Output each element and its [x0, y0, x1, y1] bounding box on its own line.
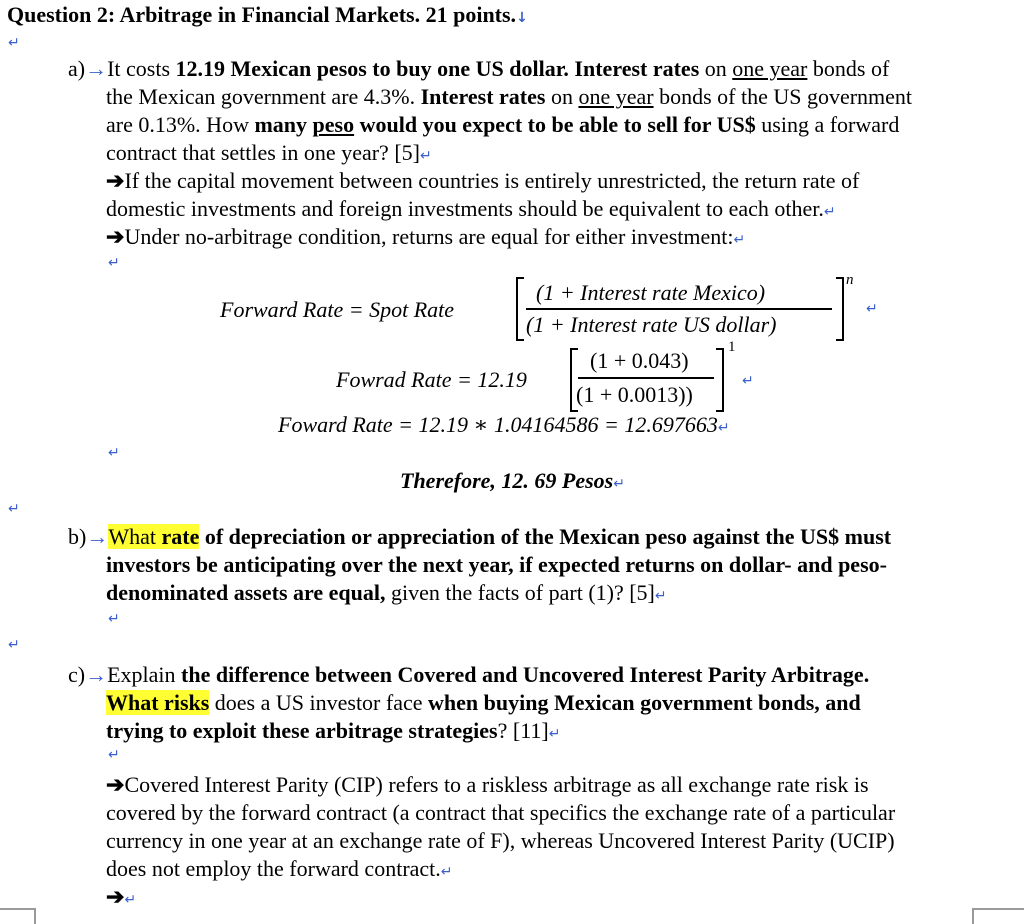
part-a-line-4: contract that settles in one year? [5]↵: [106, 140, 432, 165]
paragraph-mark: ↵: [8, 35, 20, 51]
part-c-answer-4: does not employ the forward contract.↵: [106, 856, 453, 881]
cursor-line: ➔↵: [106, 884, 137, 909]
paragraph-mark: ↵: [108, 747, 120, 763]
equation-1-left-bracket: [516, 277, 524, 341]
equation-2-exponent: 1: [728, 339, 736, 355]
paragraph-mark: ↵: [108, 255, 120, 271]
part-a-conclusion: Therefore, 12. 69 Pesos↵: [400, 468, 625, 493]
part-a-answer-2: ➔Under no-arbitrage condition, returns are equal for either investment:↵: [106, 224, 746, 249]
equation-1-numerator: (1 + Interest rate Mexico): [536, 280, 766, 305]
part-c-line-2: What risks does a US investor face when buying Mexican government bonds, and: [106, 690, 861, 715]
equation-1-right-bracket: [836, 277, 844, 341]
equation-2-fraction-bar: [578, 377, 714, 379]
question-title: Question 2: Arbitrage in Financial Markets. 21 points.↓: [7, 2, 528, 27]
equation-2-lhs: Fowrad Rate = 12.19: [336, 367, 527, 392]
answer-arrow-icon: ➔: [106, 772, 125, 797]
equation-1-exponent: n: [846, 272, 854, 288]
part-a-answer-1: ➔If the capital movement between countries is entirely unrestricted, the return rate of: [106, 168, 860, 193]
answer-arrow-icon: ➔: [106, 224, 125, 249]
paragraph-mark: ↵: [108, 611, 120, 627]
equation-2-denominator: (1 + 0.0013)): [576, 382, 693, 407]
part-c-answer-3: currency in one year at an exchange rate of F), whereas Uncovered Interest Parity (UCIP): [106, 828, 895, 853]
part-c-line-3: trying to exploit these arbitrage strategies? [11]↵: [106, 718, 561, 743]
part-c-answer-2: covered by the forward contract (a contract that specifics the exchange rate of a particular: [106, 800, 896, 825]
part-a-answer-1b: domestic investments and foreign investments should be equivalent to each other.↵: [106, 196, 836, 221]
part-c-answer-1: ➔Covered Interest Parity (CIP) refers to a riskless arbitrage as all exchange rate risk is: [106, 772, 869, 797]
section-break-mark: ↓: [516, 10, 528, 26]
part-a-line-3: are 0.13%. How many peso would you expect to be able to sell for US$ using a forward: [106, 112, 900, 137]
equation-2-numerator: (1 + 0.043): [590, 348, 689, 373]
paragraph-mark: ↵: [8, 501, 20, 517]
equation-1-fraction-bar: [526, 308, 832, 310]
equation-3: Foward Rate = 12.19 ∗ 1.04164586 = 12.697663↵: [278, 412, 730, 437]
part-a-line-2: the Mexican government are 4.3%. Interest rates on one year bonds of the US government: [106, 84, 913, 109]
paragraph-mark: ↵: [866, 301, 878, 317]
part-b-line-3: denominated assets are equal, given the facts of part (1)? [5]↵: [106, 580, 667, 605]
part-b-line-2: investors be anticipating over the next year, if expected returns on dollar- and peso-: [106, 552, 887, 577]
part-b-line-1: b)→What rate of depreciation or appreciation of the Mexican peso against the US$ must: [68, 524, 892, 549]
part-c-line-1: c)→Explain the difference between Covered and Uncovered Interest Parity Arbitrage.: [68, 662, 870, 687]
equation-2-right-bracket: [716, 348, 724, 412]
equation-1-lhs: Forward Rate = Spot Rate: [220, 297, 455, 322]
paragraph-mark: ↵: [108, 445, 120, 461]
paragraph-mark: ↵: [8, 637, 20, 653]
paragraph-mark: ↵: [742, 373, 754, 389]
answer-arrow-icon: ➔: [106, 884, 125, 909]
part-a-line-1: a)→It costs 12.19 Mexican pesos to buy one US dollar. Interest rates on one year bonds of: [68, 56, 890, 81]
equation-1-denominator: (1 + Interest rate US dollar): [526, 312, 777, 337]
answer-arrow-icon: ➔: [106, 168, 125, 193]
